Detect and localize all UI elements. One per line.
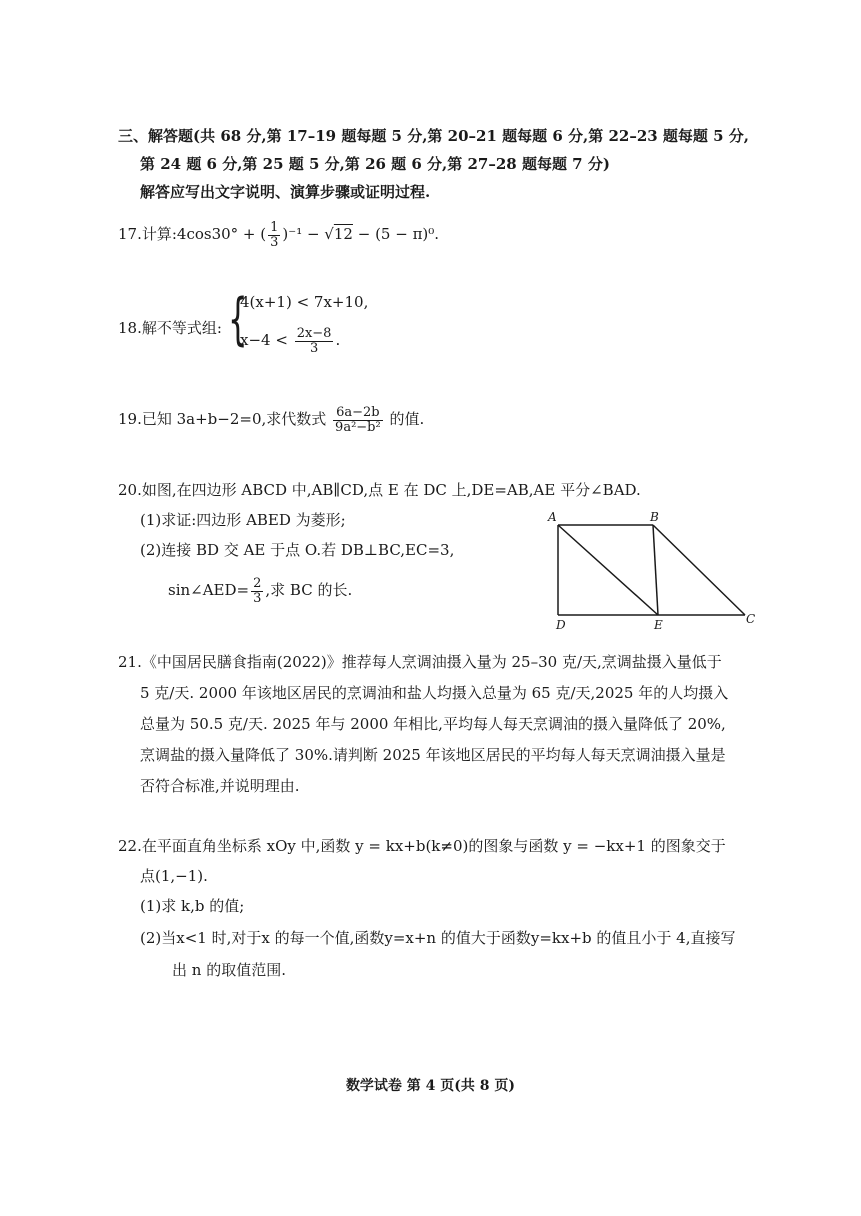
q21-line1: 21.《中国居民膳食指南(2022)》推荐每人烹调油摄入量为 25–30 克/天,烹调盐摄入量低于: [118, 653, 722, 671]
q18-brace: {: [228, 287, 248, 352]
q20-part2b-suffix: ,求 BC 的长.: [265, 581, 353, 599]
section-header-line3: 解答应写出文字说明、演算步骤或证明过程.: [140, 183, 431, 201]
question-17: [118, 218, 439, 250]
q19-prefix: 19.已知 3a+b−2=0,求代数式: [118, 410, 332, 428]
q20-stem: 20.如图,在四边形 ABCD 中,AB∥CD,点 E 在 DC 上,DE=AB,AE 平分∠BAD.: [118, 481, 641, 499]
q22-line2: 点(1,−1).: [140, 867, 208, 885]
q20-part2: (2)连接 BD 交 AE 于点 O.若 DB⊥BC,EC=3,: [140, 541, 455, 559]
q20-frac-num: 2: [253, 575, 262, 591]
q18-fraction: [295, 327, 334, 356]
q19-suffix: 的值.: [384, 410, 425, 428]
point-label-C: C: [746, 612, 756, 626]
question-19: [118, 402, 424, 436]
section-header-line1: 三、解答题(共 68 分,第 17–19 题每题 5 分,第 20–21 题每题 6 分,第 22–23 题每题 5 分,: [118, 127, 750, 145]
segment-BC: [653, 525, 745, 615]
section-header-line2: 第 24 题 6 分,第 25 题 5 分,第 26 题 6 分,第 27–28 题每题 7 分): [140, 155, 610, 173]
q17-frac-den: 3: [270, 234, 279, 250]
point-label-E: E: [654, 618, 663, 632]
q22-part1: (1)求 k,b 的值;: [140, 897, 245, 915]
q17-mid: )⁻¹ − √: [282, 225, 334, 243]
q18-label: 18.解不等式组:: [118, 319, 222, 337]
q17-radicand: 12: [333, 225, 353, 243]
q21-line2: 5 克/天. 2000 年该地区居民的烹调油和盐人均摄入总量为 65 克/天,2025 年的人均摄入: [140, 684, 729, 702]
q18-line2-suffix: .: [335, 331, 341, 349]
q19-frac-den: 9a²−b²: [335, 419, 381, 435]
q22-part2: (2)当x<1 时,对于x 的每一个值,函数y=x+n 的值大于函数y=kx+b 的值且小于 4,直接写: [140, 929, 736, 947]
q17-fraction: [268, 221, 280, 250]
segment-AE: [558, 525, 658, 615]
q22-line1: 22.在平面直角坐标系 xOy 中,函数 y = kx+b(k≠0)的图象与函数 y = −kx+1 的图象交于: [118, 837, 726, 855]
q17-suffix: − (5 − π)⁰.: [352, 225, 440, 243]
q18-line1: 4(x+1) < 7x+10,: [240, 293, 369, 311]
q19-fraction: [333, 406, 383, 435]
q20-figure: [540, 505, 780, 635]
point-label-D: D: [556, 618, 566, 632]
point-label-B: B: [650, 510, 659, 524]
page-footer: 数学试卷 第 4 页(共 8 页): [345, 1078, 516, 1094]
q17-frac-num: 1: [270, 219, 279, 235]
q18-line2: [240, 324, 340, 356]
q22-part2b: 出 n 的取值范围.: [172, 961, 286, 979]
q20-part2b-prefix: sin∠AED=: [168, 581, 250, 599]
q17-prefix: 17.计算:4cos30° + (: [118, 225, 267, 243]
point-label-A: A: [548, 510, 557, 524]
q18-frac-num: 2x−8: [296, 325, 332, 341]
q20-part1: (1)求证:四边形 ABED 为菱形;: [140, 511, 346, 529]
q21-line4: 烹调盐的摄入量降低了 30%.请判断 2025 年该地区居民的平均每人每天烹调油摄入量是: [140, 746, 726, 764]
q20-fraction: [251, 577, 263, 606]
q21-line5: 否符合标准,并说明理由.: [140, 777, 300, 795]
segment-BE: [653, 525, 658, 615]
q21-line3: 总量为 50.5 克/天. 2025 年与 2000 年相比,平均每人每天烹调油的摄入量降低了 20%,: [140, 715, 726, 733]
q20-part2b: [168, 574, 352, 606]
q18-line2-prefix: x−4 <: [240, 331, 293, 349]
q18-frac-den: 3: [309, 340, 319, 356]
q19-frac-num: 6a−2b: [333, 406, 383, 421]
q20-frac-den: 3: [253, 590, 262, 606]
